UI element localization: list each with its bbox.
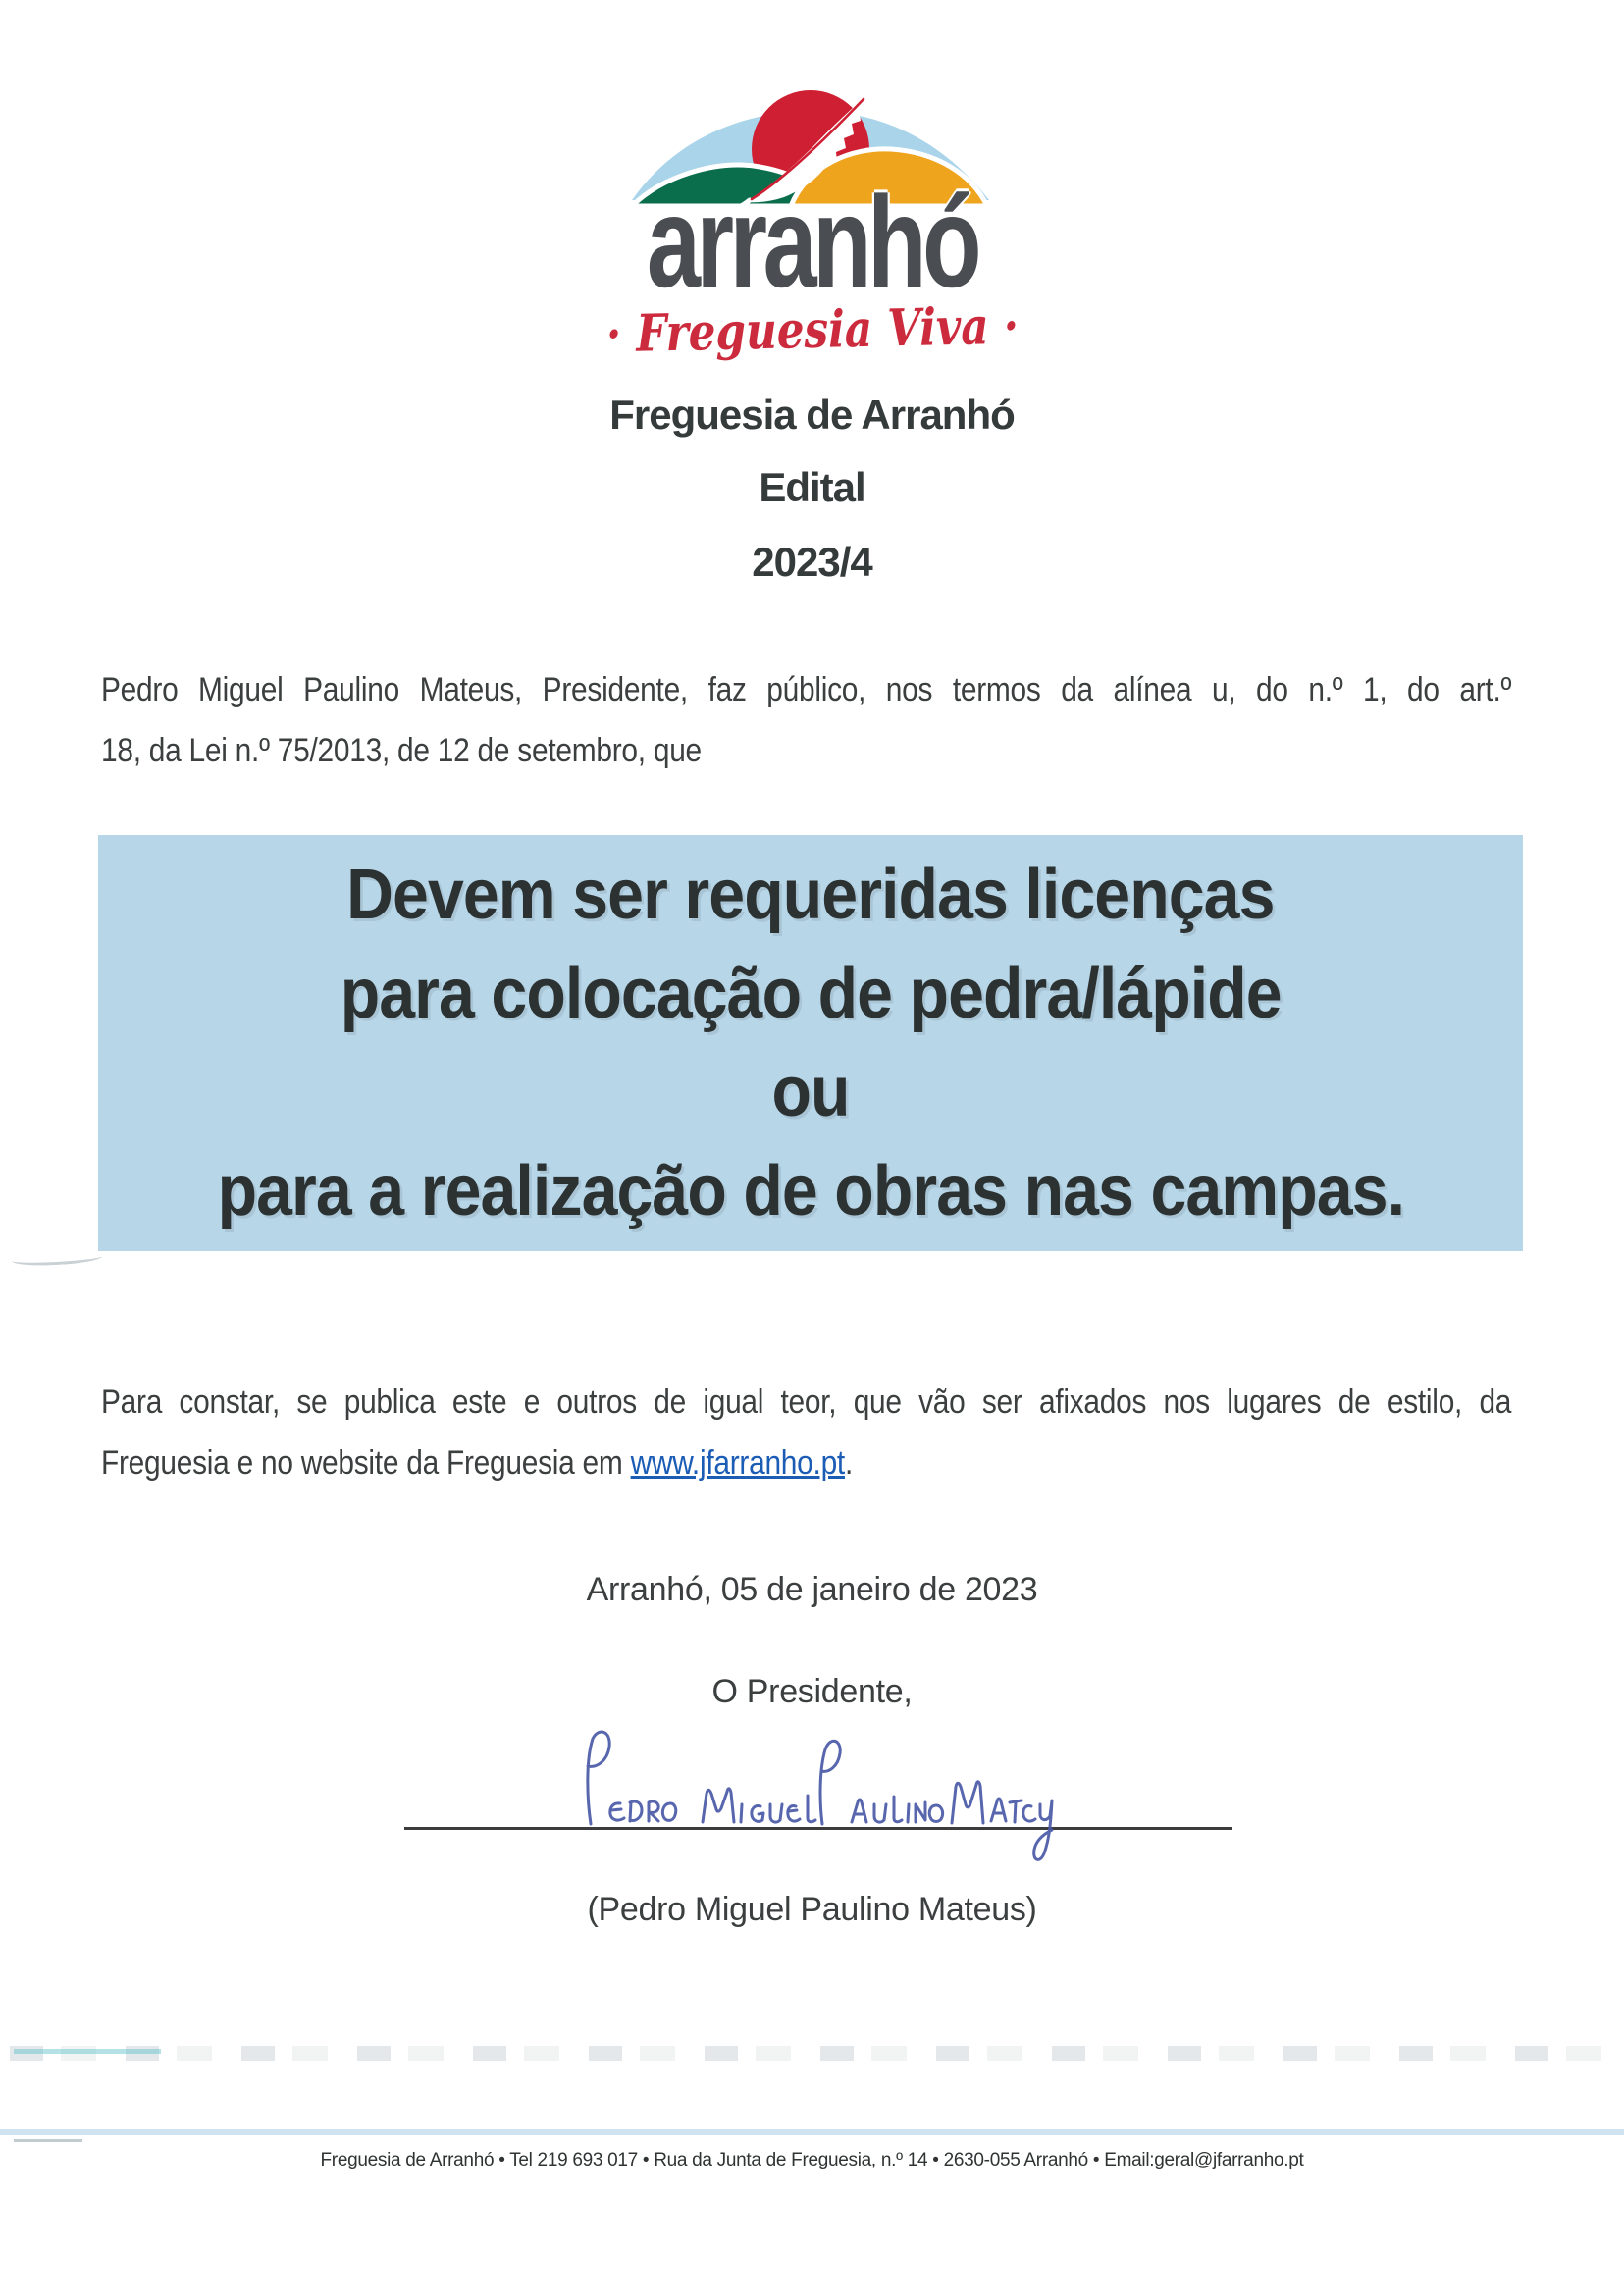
notice-box	[98, 835, 1523, 1251]
printed-name-line: (Pedro Miguel Paulino Mateus)	[587, 1891, 1037, 1928]
closing-line-2-suffix: .	[844, 1444, 854, 1482]
scan-artifact-dash	[12, 1250, 103, 1268]
document-type-title: Edital	[759, 464, 865, 510]
notice-line-2: para colocação de pedra/lápide	[340, 954, 1282, 1033]
notice-line-1: Devem ser requeridas licenças	[346, 855, 1275, 934]
intro-line-2: 18, da Lei n.º 75/2013, de 12 de setembro, que	[101, 732, 702, 769]
intro-line-1: Pedro Miguel Paulino Mateus, Presidente, faz público, nos termos da alínea u, do n.º 1, do art.º	[101, 671, 1512, 708]
notice-line-4: para a realização de obras nas campas.	[217, 1152, 1404, 1231]
scan-artifact-teal-dash	[14, 2049, 161, 2054]
closing-line-2	[101, 1433, 1511, 1493]
signature-handwriting	[569, 1727, 1060, 1874]
parish-logo-wordmark: arranhó	[646, 170, 978, 314]
organization-title: Freguesia de Arranhó	[609, 391, 1015, 438]
intro-paragraph	[101, 659, 1511, 781]
website-link[interactable]: www.jfarranho.pt	[630, 1444, 845, 1482]
closing-paragraph	[101, 1372, 1511, 1493]
closing-line-2-prefix: Freguesia e no website da Freguesia em	[101, 1444, 631, 1482]
place-date-line: Arranhó, 05 de janeiro de 2023	[586, 1571, 1038, 1608]
scan-artifact-band	[10, 2046, 1624, 2061]
scan-artifact-blue-line	[0, 2129, 1624, 2135]
scan-artifact-specks	[14, 2139, 82, 2142]
footer-contact-line: Freguesia de Arranhó • Tel 219 693 017 • Rua da Junta de Freguesia, n.º 14 • 2630-055 Arranhó • Email:geral@jfarranho.pt	[320, 2150, 1304, 2170]
document-number: 2023/4	[752, 539, 872, 585]
closing-line-1: Para constar, se publica este e outros de igual teor, que vão ser afixados nos lugares de estilo, da	[101, 1383, 1512, 1421]
signer-role-line: O Presidente,	[711, 1673, 913, 1710]
notice-line-3: ou	[771, 1053, 850, 1132]
parish-logo-tagline: · Freguesia Viva ·	[605, 295, 1020, 365]
